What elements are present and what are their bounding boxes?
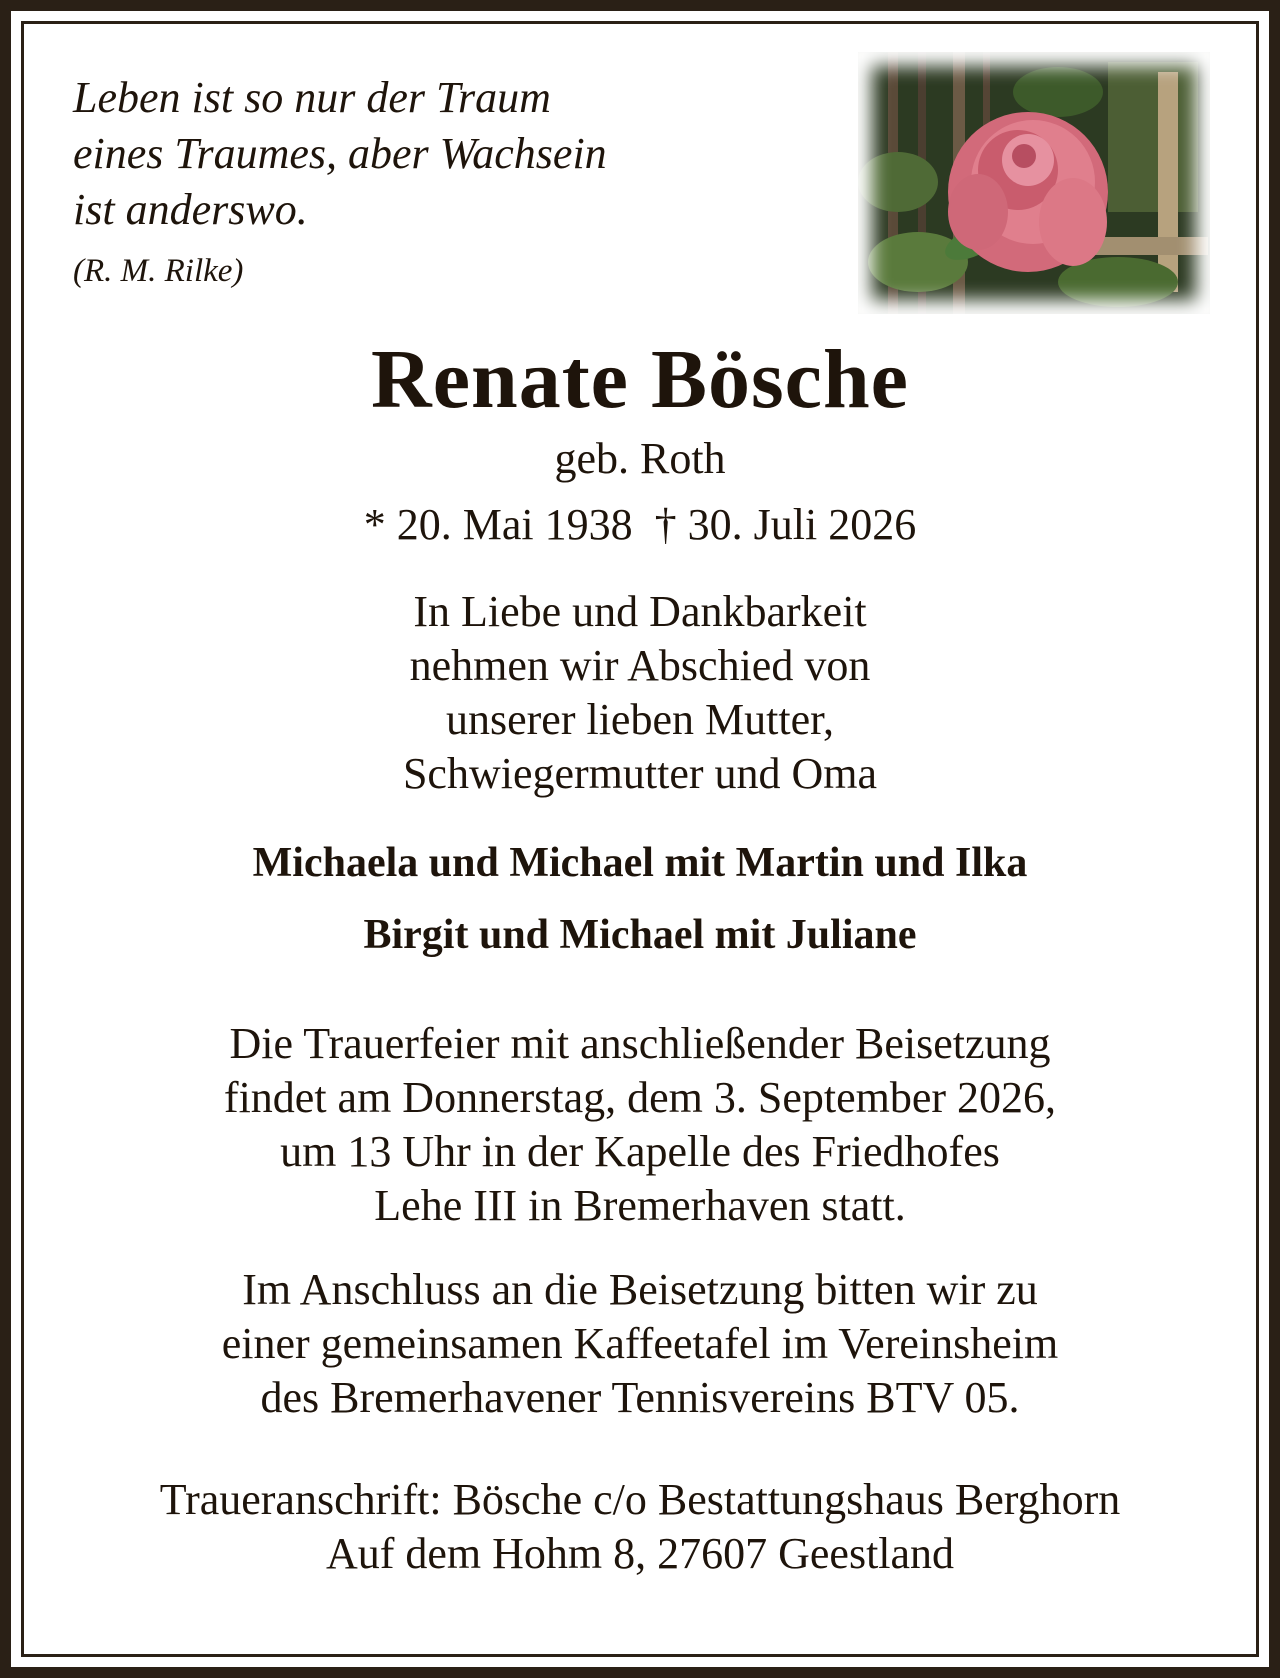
- mourner-family-2: Birgit und Michael mit Juliane: [363, 912, 917, 958]
- rose-photo: [858, 52, 1210, 314]
- service-line: Die Trauerfeier mit anschließender Beisetzung: [229, 1019, 1051, 1068]
- reception-line: Im Anschluss an die Beisetzung bitten wir zu: [242, 1265, 1038, 1314]
- service-line: Lehe III in Bremerhaven statt.: [374, 1181, 906, 1230]
- farewell-line: In Liebe und Dankbarkeit: [413, 587, 867, 636]
- farewell-line: Schwiegermutter und Oma: [402, 749, 878, 798]
- quote-source: (R. M. Rilke): [73, 253, 244, 289]
- reception-line: des Bremerhavener Tennisvereins BTV 05.: [260, 1373, 1020, 1422]
- deceased-name: Renate Bösche: [371, 333, 909, 426]
- farewell-text: [30, 585, 1250, 801]
- service-details: [30, 1017, 1250, 1233]
- farewell-line: unserer lieben Mutter,: [446, 695, 834, 744]
- reception-details: [30, 1263, 1250, 1425]
- maiden-name: geb. Roth: [554, 434, 726, 483]
- life-dates: * 20. Mai 1938 † 30. Juli 2026: [363, 500, 917, 549]
- service-line: um 13 Uhr in der Kapelle des Friedhofes: [280, 1127, 1000, 1176]
- photo-vignette: [858, 52, 1210, 314]
- address-line: Traueranschrift: Bösche c/o Bestattungshaus Berghorn: [159, 1475, 1121, 1524]
- mourner-family-1: Michaela und Michael mit Martin und Ilka: [252, 840, 1028, 886]
- quote-line: eines Traumes, aber Wachsein: [73, 129, 607, 178]
- quote-line: Leben ist so nur der Traum: [73, 73, 551, 122]
- mourning-address: [30, 1473, 1250, 1581]
- rilke-quote: [73, 70, 607, 238]
- quote-line: ist anderswo.: [73, 185, 308, 234]
- farewell-line: nehmen wir Abschied von: [409, 641, 871, 690]
- reception-line: einer gemeinsamen Kaffeetafel im Vereinsheim: [221, 1319, 1059, 1368]
- service-line: findet am Donnerstag, dem 3. September 2026,: [223, 1073, 1057, 1122]
- address-line: Auf dem Hohm 8, 27607 Geestland: [325, 1529, 955, 1578]
